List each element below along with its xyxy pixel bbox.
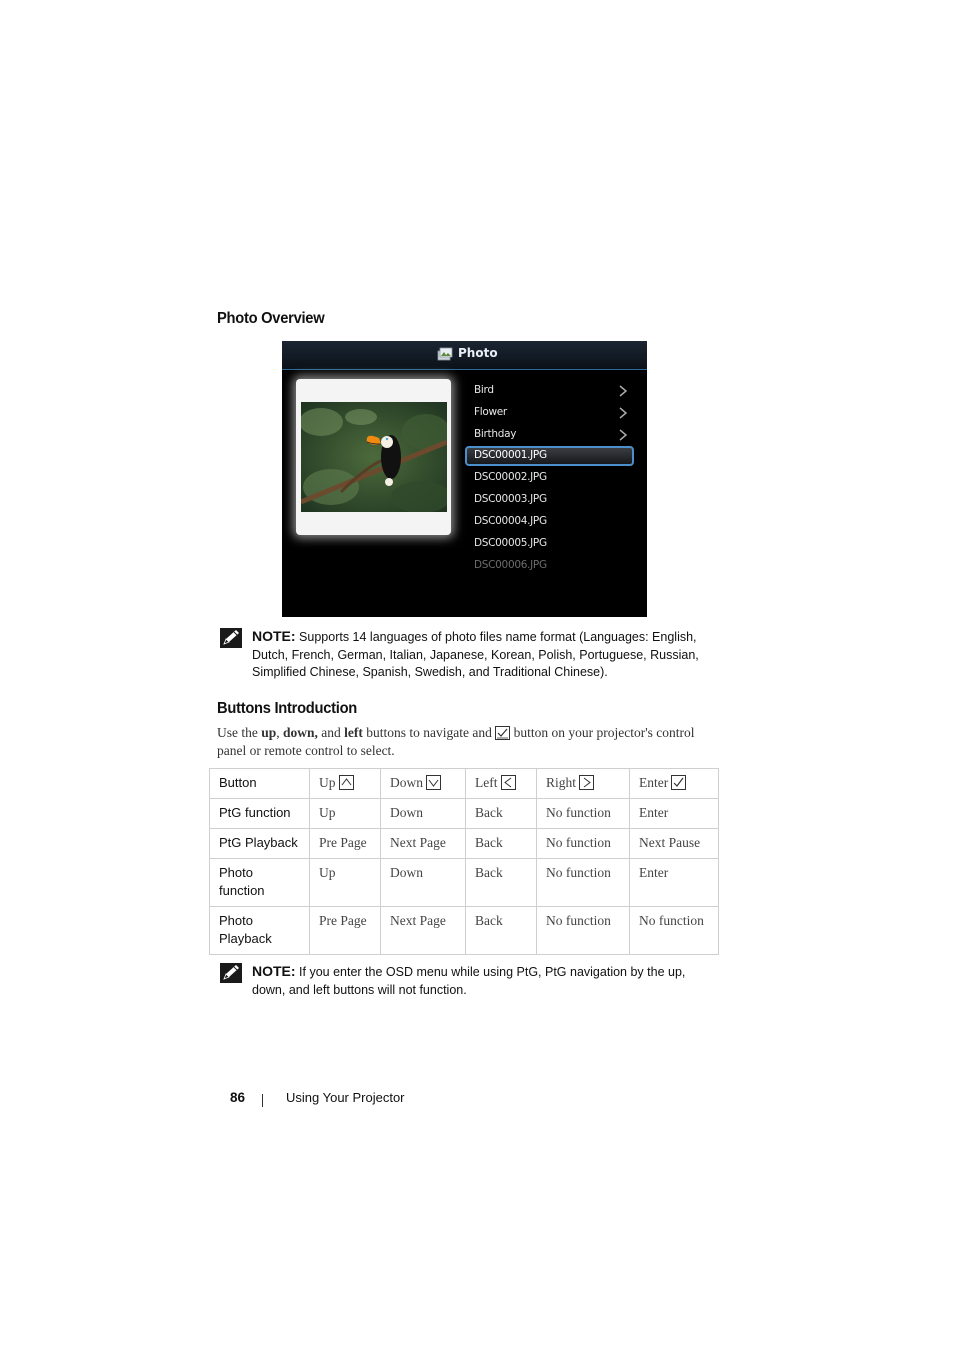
- table-row-header: PtG Playback: [210, 829, 310, 859]
- osd-item-file[interactable]: DSC00005.JPG: [474, 537, 547, 549]
- table-header-cell: Right: [537, 769, 630, 799]
- table-header-cell: Down: [381, 769, 466, 799]
- note-text: If you enter the OSD menu while using PtG, PtG navigation by the up, down, and left buttons will not function.: [252, 965, 686, 997]
- table-cell: No function: [537, 907, 630, 955]
- intro-paragraph: [217, 724, 717, 760]
- section-heading-buttons-introduction: Buttons Introduction: [217, 700, 358, 717]
- table-row: [210, 799, 719, 829]
- photo-overview-screenshot: [282, 341, 647, 617]
- chevron-right-icon: [619, 407, 627, 419]
- table-cell: Back: [466, 907, 537, 955]
- footer-chapter-title: Using Your Projector: [286, 1090, 405, 1105]
- toucan-preview-image: [301, 402, 447, 512]
- osd-item-file[interactable]: DSC00003.JPG: [474, 493, 547, 505]
- table-cell: No function: [537, 799, 630, 829]
- footer-separator: [262, 1094, 263, 1107]
- photo-folder-icon: [437, 347, 453, 361]
- table-cell: Next Page: [381, 829, 466, 859]
- table-cell: No function: [537, 859, 630, 907]
- intro-text: Use the: [217, 725, 262, 740]
- note-text: Supports 14 languages of photo files name format (Languages: English, Dutch, French, German, Italian, Japanese, Korean, Polish, Portuguese, Russian, Simplified Chinese, Spanish, Swedish, and Traditional Chinese).: [252, 630, 699, 679]
- intro-text: ,: [276, 725, 284, 740]
- osd-item-file-selected[interactable]: DSC00001.JPG: [474, 449, 547, 461]
- osd-title-bar: [282, 341, 647, 370]
- table-row-header: Photo function: [210, 859, 310, 907]
- enter-checkmark-key-icon: [671, 775, 686, 790]
- left-arrow-key-icon: [501, 775, 516, 790]
- osd-item-file-faded[interactable]: DSC00006.JPG: [474, 559, 547, 571]
- intro-up: up: [261, 725, 277, 740]
- table-cell: Enter: [630, 799, 719, 829]
- table-cell: No function: [630, 907, 719, 955]
- osd-item-folder[interactable]: Flower: [474, 406, 507, 418]
- table-header-cell: Button: [210, 769, 310, 799]
- note-pencil-icon: [219, 962, 243, 984]
- note-languages: [252, 628, 722, 682]
- table-cell: Down: [381, 799, 466, 829]
- table-cell: Back: [466, 799, 537, 829]
- enter-checkmark-key-icon: [495, 726, 510, 740]
- table-header-cell: Left: [466, 769, 537, 799]
- chevron-right-icon: [619, 429, 627, 441]
- intro-down: down,: [283, 725, 318, 740]
- table-row: [210, 907, 719, 955]
- table-row: [210, 859, 719, 907]
- table-cell: Down: [381, 859, 466, 907]
- table-header-cell: Up: [310, 769, 381, 799]
- section-heading-photo-overview: Photo Overview: [217, 310, 325, 327]
- table-header-cell: Enter: [630, 769, 719, 799]
- osd-item-folder[interactable]: Bird: [474, 384, 494, 396]
- table-row-header: PtG function: [210, 799, 310, 829]
- buttons-table: [209, 768, 719, 955]
- table-cell: Enter: [630, 859, 719, 907]
- table-cell: Next Page: [381, 907, 466, 955]
- table-cell: Pre Page: [310, 829, 381, 859]
- table-cell: No function: [537, 829, 630, 859]
- page-number: 86: [230, 1090, 246, 1105]
- table-row: [210, 829, 719, 859]
- intro-left: left: [344, 725, 363, 740]
- table-row-header: Photo Playback: [210, 907, 310, 955]
- photo-preview-frame: [296, 379, 451, 535]
- table-cell: Back: [466, 859, 537, 907]
- intro-text: button on your projector's control panel or remote control to select.: [217, 725, 695, 758]
- up-arrow-key-icon: [339, 775, 354, 790]
- osd-title: Photo: [458, 346, 498, 360]
- table-cell: Pre Page: [310, 907, 381, 955]
- table-cell: Next Pause: [630, 829, 719, 859]
- down-arrow-key-icon: [426, 775, 441, 790]
- intro-text: and: [317, 725, 345, 740]
- osd-item-folder[interactable]: Birthday: [474, 428, 517, 440]
- note-pencil-icon: [219, 627, 243, 649]
- note-label: NOTE:: [252, 628, 296, 644]
- note-osd-ptg: [252, 963, 722, 999]
- note-label: NOTE:: [252, 963, 296, 979]
- osd-item-file[interactable]: DSC00004.JPG: [474, 515, 547, 527]
- table-header-row: [210, 769, 719, 799]
- table-cell: Back: [466, 829, 537, 859]
- chevron-right-icon: [619, 385, 627, 397]
- osd-item-file[interactable]: DSC00002.JPG: [474, 471, 547, 483]
- table-cell: Up: [310, 859, 381, 907]
- intro-text: buttons to navigate and: [362, 725, 496, 740]
- right-arrow-key-icon: [579, 775, 594, 790]
- table-cell: Up: [310, 799, 381, 829]
